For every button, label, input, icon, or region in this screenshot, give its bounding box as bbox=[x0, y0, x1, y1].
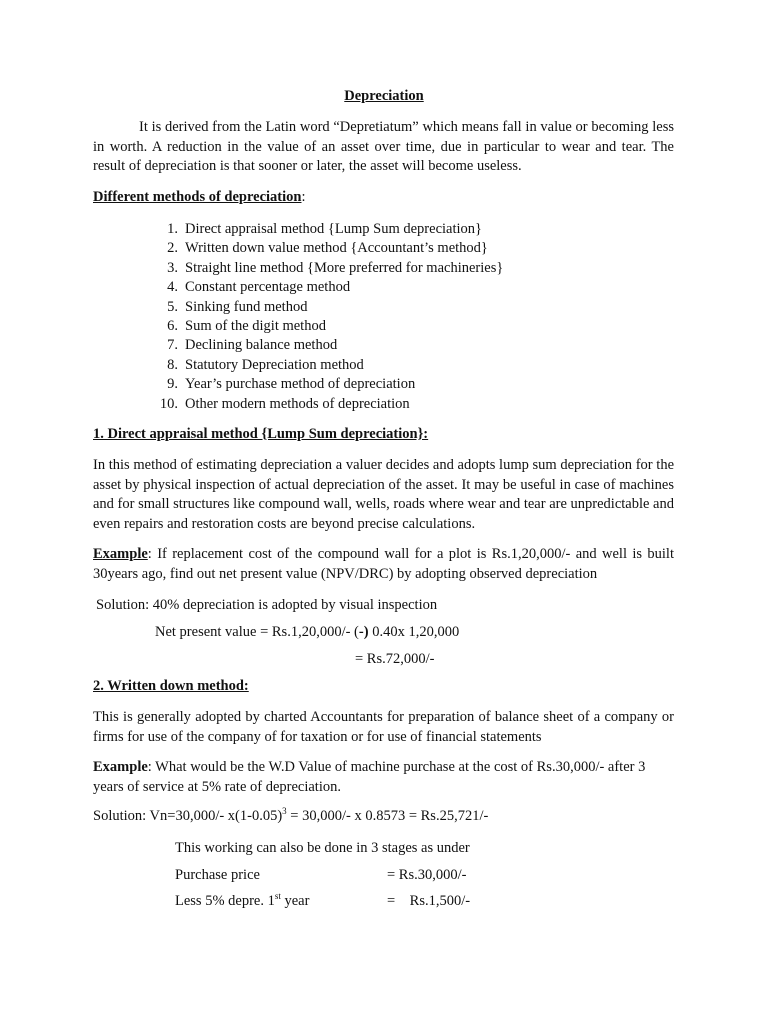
list-text: Statutory Depreciation method bbox=[185, 356, 364, 373]
row2-label-a: Less 5% depre. 1 bbox=[175, 893, 275, 909]
section2-stages-note: This working can also be done in 3 stages as under bbox=[175, 840, 470, 856]
list-item bbox=[150, 356, 503, 375]
row2-sup: st bbox=[274, 891, 281, 902]
section2-body: This is generally adopted by charted Accountants for preparation of balance sheet of a company or firms for use of the company of for taxation or for use of financial statements bbox=[93, 709, 674, 745]
example-label: Example bbox=[93, 759, 148, 775]
calc-text-a: Net present value = Rs.1,20,000/- ( bbox=[155, 624, 359, 640]
list-item bbox=[150, 317, 503, 336]
section1-calc-line2: = Rs.72,000/- bbox=[355, 651, 435, 667]
section2-example bbox=[93, 758, 674, 797]
methods-heading: Different methods of depreciation bbox=[93, 189, 302, 205]
list-number: 10. bbox=[159, 395, 178, 412]
list-item bbox=[150, 278, 503, 297]
list-text: Other modern methods of depreciation bbox=[185, 395, 410, 412]
list-item bbox=[150, 395, 503, 414]
calc-minus: -) bbox=[358, 624, 369, 640]
list-text: Year’s purchase method of depreciation bbox=[185, 376, 416, 393]
list-item bbox=[150, 220, 503, 239]
list-item bbox=[150, 336, 503, 355]
list-number: 1. bbox=[167, 221, 178, 237]
list-number: 2. bbox=[167, 240, 178, 257]
section1-body: In this method of estimating depreciation a valuer decides and adopts lump sum depreciation for the asset by physical inspection of actual depreciation of the asset. It may be useful in case of machines and for small structures like compound wall, wells, roads where wear and tear are unpredictable and even repairs and restoration costs are beyond precise calculations. bbox=[93, 457, 674, 532]
methods-heading-colon: : bbox=[301, 189, 306, 205]
list-text: Declining balance method bbox=[185, 337, 338, 354]
solution-exponent: 3 bbox=[282, 806, 287, 817]
solution-text-b: = 30,000/- x 0.8573 = Rs.25,721/- bbox=[286, 808, 489, 824]
depreciation-year1-value: = Rs.1,500/- bbox=[387, 893, 471, 909]
example-text: : If replacement cost of the compound wall for a plot is Rs.1,20,000/- and well is built 30years ago, find out net present value (NPV/DRC) by adopting observed depreciation bbox=[93, 546, 674, 582]
list-text: Written down value method {Accountant’s method} bbox=[185, 240, 488, 257]
row2-label-b: year bbox=[280, 893, 310, 909]
list-text: Straight line method {More preferred for machineries} bbox=[185, 259, 504, 276]
list-item bbox=[150, 298, 503, 317]
example-text: : What would be the W.D Value of machine purchase at the cost of Rs.30,000/- after 3 years of service at 5% rate of depreciation. bbox=[93, 759, 646, 795]
methods-list bbox=[150, 220, 503, 414]
depreciation-year1-label bbox=[175, 893, 309, 910]
list-text: Sinking fund method bbox=[185, 298, 308, 315]
list-number: 7. bbox=[167, 337, 178, 354]
purchase-price-value: = Rs.30,000/- bbox=[387, 867, 467, 883]
section2-solution bbox=[93, 808, 488, 825]
list-number: 6. bbox=[167, 317, 178, 334]
section1-calc-line1 bbox=[155, 624, 459, 641]
list-number: 8. bbox=[167, 356, 178, 373]
section1-heading: 1. Direct appraisal method {Lump Sum depreciation}: bbox=[93, 426, 429, 442]
intro-paragraph: It is derived from the Latin word “Depretiatum” which means fall in value or becoming less in worth. A reduction in the value of an asset over time, due in particular to wear and tear. The result of depreciation is that sooner or later, the asset will become useless. bbox=[93, 119, 674, 174]
purchase-price-label: Purchase price bbox=[175, 867, 260, 883]
list-item bbox=[150, 239, 503, 258]
example-label: Example bbox=[93, 546, 148, 562]
calc-text-b: 0.40x 1,20,000 bbox=[368, 624, 460, 640]
list-text: Sum of the digit method bbox=[185, 317, 326, 334]
section2-heading: 2. Written down method: bbox=[93, 678, 249, 694]
list-number: 3. bbox=[167, 259, 178, 276]
list-item bbox=[150, 375, 503, 394]
solution-text-a: Solution: Vn=30,000/- x(1-0.05) bbox=[93, 808, 283, 824]
list-number: 4. bbox=[167, 279, 178, 296]
section1-solution: Solution: 40% depreciation is adopted by visual inspection bbox=[96, 597, 438, 613]
list-text: Direct appraisal method {Lump Sum depreciation} bbox=[185, 221, 482, 237]
list-number: 9. bbox=[167, 376, 178, 393]
list-text: Constant percentage method bbox=[185, 279, 351, 296]
list-item bbox=[150, 259, 503, 278]
section1-example bbox=[93, 545, 674, 584]
list-number: 5. bbox=[167, 298, 178, 315]
page-title: Depreciation bbox=[344, 88, 424, 104]
methods-heading-line bbox=[93, 189, 306, 206]
